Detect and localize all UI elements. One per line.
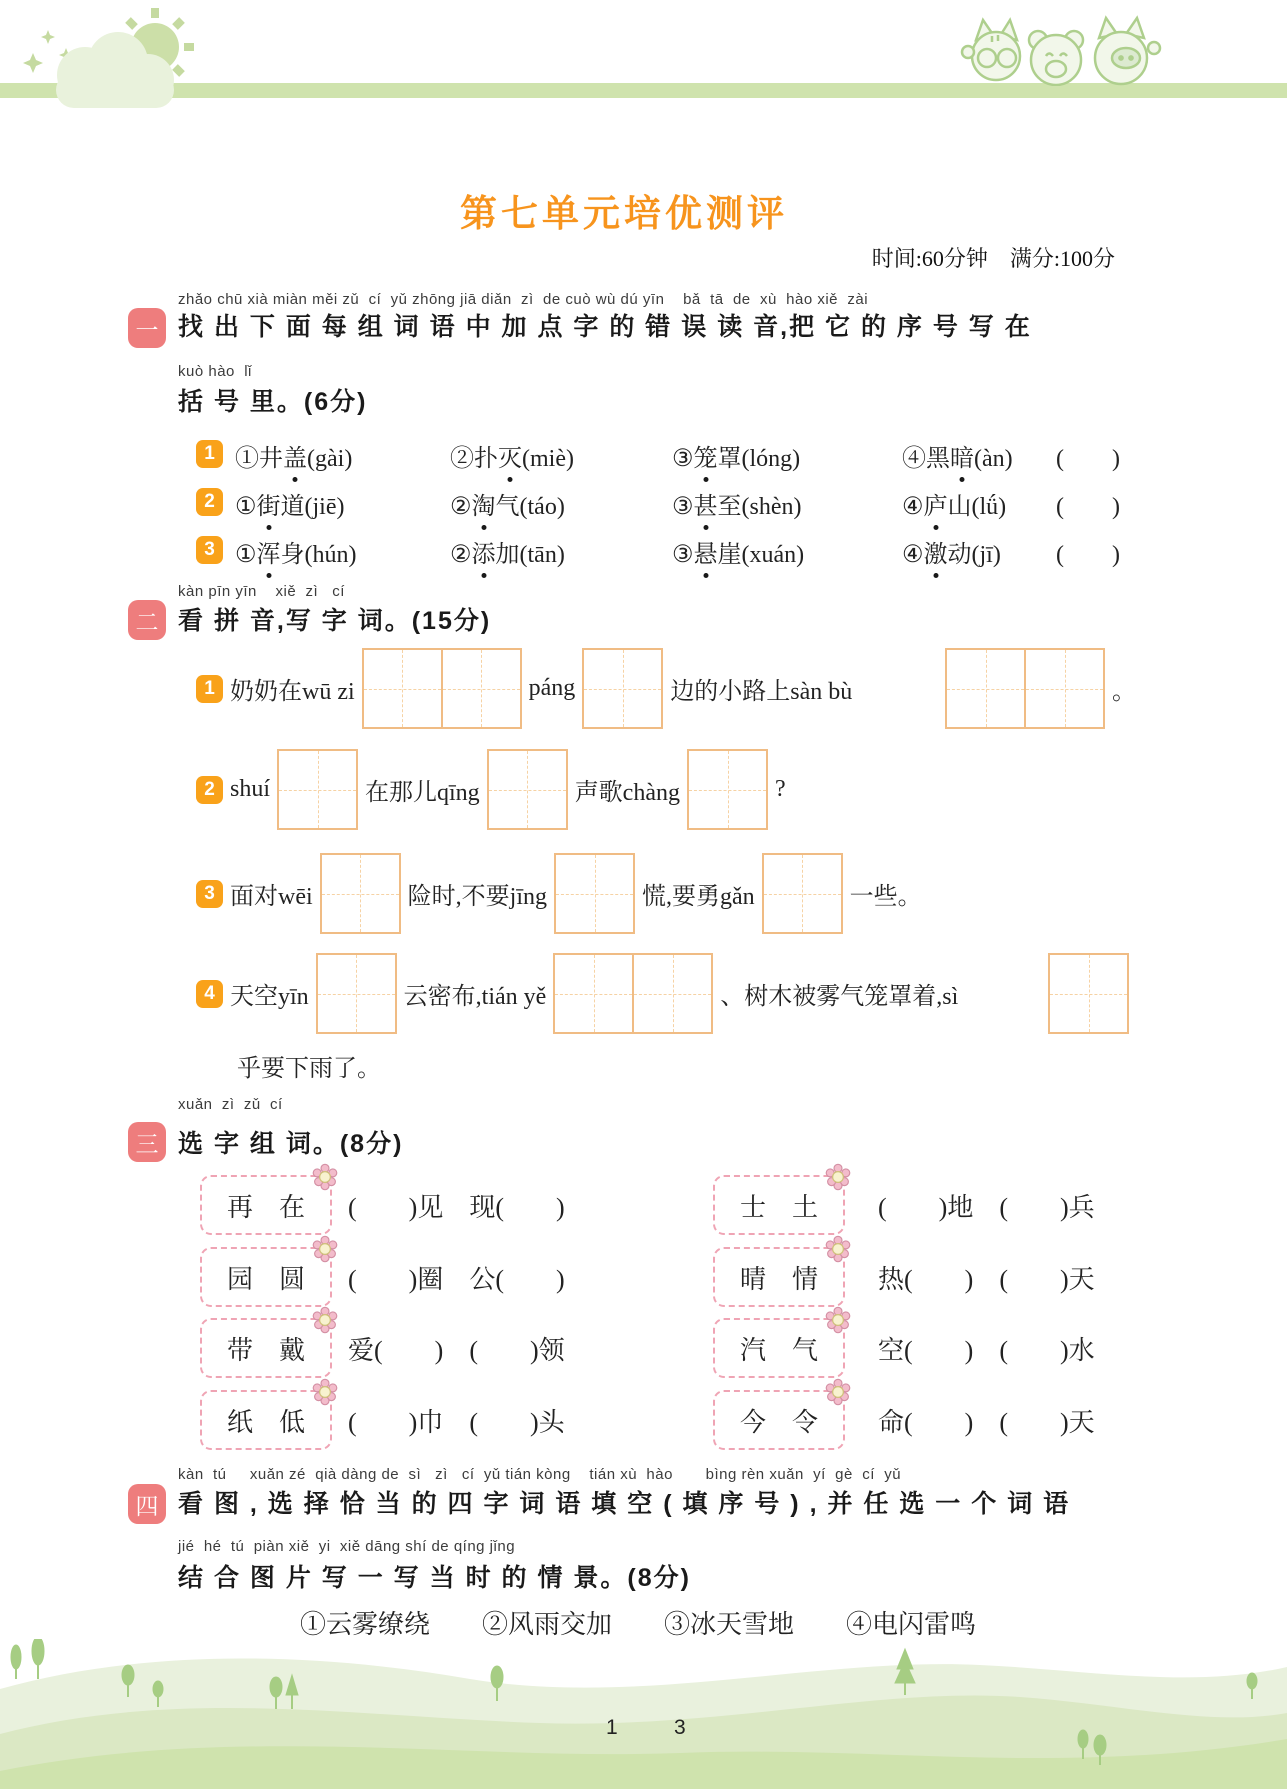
item-text: ? bbox=[775, 776, 786, 802]
pig-icon bbox=[1095, 18, 1160, 84]
question-row-1 bbox=[196, 438, 1136, 470]
writing-grid bbox=[687, 749, 768, 830]
char-choice-row-3 bbox=[0, 1318, 1287, 1376]
question-row-2 bbox=[196, 486, 1136, 518]
char-choice-row-4 bbox=[0, 1390, 1287, 1448]
char-choice-box bbox=[200, 1175, 332, 1235]
choice-chars: 园 圆 bbox=[226, 1264, 305, 1294]
answer-blanks: ( )地 ( )兵 bbox=[878, 1193, 1095, 1222]
word-option: ④黑暗(àn) bbox=[902, 438, 1013, 473]
flower-icon bbox=[311, 1378, 339, 1406]
choice-chars: 再 在 bbox=[226, 1192, 305, 1222]
word-options-line: ①云雾缭绕 ②风雨交加 ③冰天雪地 ④电闪雷鸣 bbox=[300, 1610, 977, 1639]
section4-title-line1: 看 图 , 选 择 恰 当 的 四 字 词 语 填 空 ( 填 序 号 ) , 并 任 选 一 个 词 语 bbox=[178, 1490, 1071, 1518]
flower-icon bbox=[311, 1235, 339, 1263]
char-choice-box bbox=[200, 1390, 332, 1450]
answer-blank: ( ) bbox=[1056, 446, 1120, 472]
item-number-badge: 4 bbox=[196, 980, 223, 1008]
writing-grid bbox=[320, 853, 401, 934]
item-number-badge: 2 bbox=[196, 776, 223, 804]
section3-pinyin: xuǎn zì zǔ cí bbox=[178, 1096, 283, 1113]
item-number-badge: 1 bbox=[196, 675, 223, 703]
section4-title-line2: 结 合 图 片 写 一 写 当 时 的 情 景。(8分) bbox=[178, 1564, 691, 1592]
choice-chars: 今 令 bbox=[739, 1407, 818, 1437]
answer-blanks: ( )圈 公( ) bbox=[348, 1265, 565, 1294]
writing-item-1 bbox=[196, 648, 1136, 729]
section3-badge: 三 bbox=[128, 1122, 166, 1162]
writing-grid bbox=[316, 953, 397, 1034]
answer-blanks: 热( ) ( )天 bbox=[878, 1265, 1095, 1294]
section4-badge: 四 bbox=[128, 1484, 166, 1524]
word-option: ①井盖(gài) bbox=[235, 438, 352, 473]
word-option: ③悬崖(xuán) bbox=[672, 534, 804, 569]
flower-icon bbox=[311, 1306, 339, 1334]
section1-title-line1: 找 出 下 面 每 组 词 语 中 加 点 字 的 错 误 读 音,把 它 的 序 号 写 在 bbox=[178, 313, 1032, 341]
item-text: 奶奶在wū zi bbox=[230, 679, 355, 705]
writing-grid bbox=[554, 853, 635, 934]
cat-icon bbox=[962, 20, 1020, 80]
writing-grid bbox=[487, 749, 568, 830]
question-row-3 bbox=[196, 534, 1136, 566]
animal-mascots bbox=[950, 12, 1165, 86]
word-option: ④庐山(lǘ) bbox=[902, 486, 1006, 521]
item-text: 天空yīn bbox=[230, 984, 309, 1010]
writing-grid bbox=[277, 749, 358, 830]
bear-icon bbox=[1029, 31, 1083, 85]
word-option: ①街道(jiē) bbox=[235, 486, 345, 521]
item-text: 、树木被雾气笼罩着,sì bbox=[720, 984, 959, 1010]
footer-hills bbox=[0, 1639, 1287, 1789]
writing-grid bbox=[553, 953, 713, 1034]
section2-title: 看 拼 音,写 字 词。(15分) bbox=[178, 607, 492, 635]
item-text: 声歌chàng bbox=[574, 780, 680, 806]
choice-chars: 汽 气 bbox=[739, 1335, 818, 1365]
word-option: ①浑身(hún) bbox=[235, 534, 357, 569]
answer-blanks: ( )见 现( ) bbox=[348, 1193, 565, 1222]
choice-chars: 带 戴 bbox=[226, 1335, 305, 1365]
char-choice-box bbox=[713, 1390, 845, 1450]
char-choice-box bbox=[200, 1247, 332, 1307]
writing-grid bbox=[362, 648, 522, 729]
section3-title: 选 字 组 词。(8分) bbox=[178, 1130, 404, 1158]
writing-grid bbox=[1048, 953, 1129, 1034]
item-number-badge: 1 bbox=[196, 440, 223, 468]
writing-item-3 bbox=[196, 853, 1136, 934]
char-choice-box bbox=[713, 1318, 845, 1378]
section1-badge: 一 bbox=[128, 308, 166, 348]
writing-grid bbox=[762, 853, 843, 934]
word-option: ③甚至(shèn) bbox=[672, 486, 802, 521]
word-option: ③笼罩(lóng) bbox=[672, 438, 800, 473]
flower-icon bbox=[824, 1163, 852, 1191]
writing-grid bbox=[582, 648, 663, 729]
item-text: 。 bbox=[1112, 679, 1136, 705]
page-number-right: 3 bbox=[674, 1716, 686, 1739]
answer-blank: ( ) bbox=[1056, 494, 1120, 520]
char-choice-box bbox=[200, 1318, 332, 1378]
item-text: 在那儿qīng bbox=[365, 780, 480, 806]
time-score-info: 时间:60分钟 满分:100分 bbox=[871, 246, 1115, 271]
section4-pinyin-line1: kàn tú xuǎn zé qià dàng de sì zì cí yǔ tián kòng tián xù hào bìng rèn xuǎn yí gè cí yǔ bbox=[178, 1466, 902, 1483]
char-choice-box bbox=[713, 1247, 845, 1307]
section1-pinyin-line1: zhǎo chū xià miàn měi zǔ cí yǔ zhōng jiā diǎn zì de cuò wù dú yīn bǎ tā de xù hào xiě zài bbox=[178, 291, 869, 308]
cloud-sun-decoration bbox=[0, 0, 250, 130]
flower-icon bbox=[824, 1306, 852, 1334]
flower-icon bbox=[824, 1235, 852, 1263]
answer-blanks: 命( ) ( )天 bbox=[878, 1408, 1095, 1437]
word-option: ②添加(tān) bbox=[450, 534, 565, 569]
writing-item-4 bbox=[196, 953, 1136, 1034]
char-choice-row-2 bbox=[0, 1247, 1287, 1305]
section2-badge: 二 bbox=[128, 600, 166, 640]
writing-grid bbox=[945, 648, 1105, 729]
item-number-badge: 3 bbox=[196, 536, 223, 564]
item-number-badge: 3 bbox=[196, 880, 223, 908]
item-text: 云密布,tián yě bbox=[403, 984, 547, 1010]
section4-pinyin-line2: jié hé tú piàn xiě yi xiě dāng shí de qíng jǐng bbox=[178, 1538, 516, 1555]
item-text: 面对wēi bbox=[230, 884, 313, 910]
char-choice-box bbox=[713, 1175, 845, 1235]
section1-title-line2: 括 号 里。(6分) bbox=[178, 388, 368, 416]
word-option: ②扑灭(miè) bbox=[450, 438, 574, 473]
page-number-left: 1 bbox=[606, 1716, 618, 1739]
char-choice-row-1 bbox=[0, 1175, 1287, 1233]
word-option: ②淘气(táo) bbox=[450, 486, 565, 521]
choice-chars: 纸 低 bbox=[226, 1407, 305, 1437]
item-text: 边的小路上sàn bù bbox=[670, 679, 853, 705]
page-title: 第七单元培优测评 bbox=[460, 193, 788, 234]
answer-blanks: ( )巾 ( )头 bbox=[348, 1408, 565, 1437]
section2-pinyin: kàn pīn yīn xiě zì cí bbox=[178, 583, 345, 600]
section1-pinyin-line2: kuò hào lǐ bbox=[178, 363, 252, 380]
answer-blanks: 爱( ) ( )领 bbox=[348, 1336, 565, 1365]
choice-chars: 晴 情 bbox=[739, 1264, 818, 1294]
item4-continuation: 乎要下雨了。 bbox=[237, 1056, 381, 1082]
writing-item-2 bbox=[196, 749, 1136, 830]
item-text: 慌,要勇gǎn bbox=[642, 884, 755, 910]
item-number-badge: 2 bbox=[196, 488, 223, 516]
item-text: 一些。 bbox=[849, 884, 922, 910]
item-text: 险时,不要jīng bbox=[407, 884, 547, 910]
item-text: shuí bbox=[230, 776, 271, 802]
item-text: páng bbox=[528, 675, 576, 701]
flower-icon bbox=[311, 1163, 339, 1191]
choice-chars: 士 土 bbox=[739, 1192, 818, 1222]
answer-blank: ( ) bbox=[1056, 542, 1120, 568]
answer-blanks: 空( ) ( )水 bbox=[878, 1336, 1095, 1365]
word-option: ④激动(jī) bbox=[902, 534, 1001, 569]
flower-icon bbox=[824, 1378, 852, 1406]
